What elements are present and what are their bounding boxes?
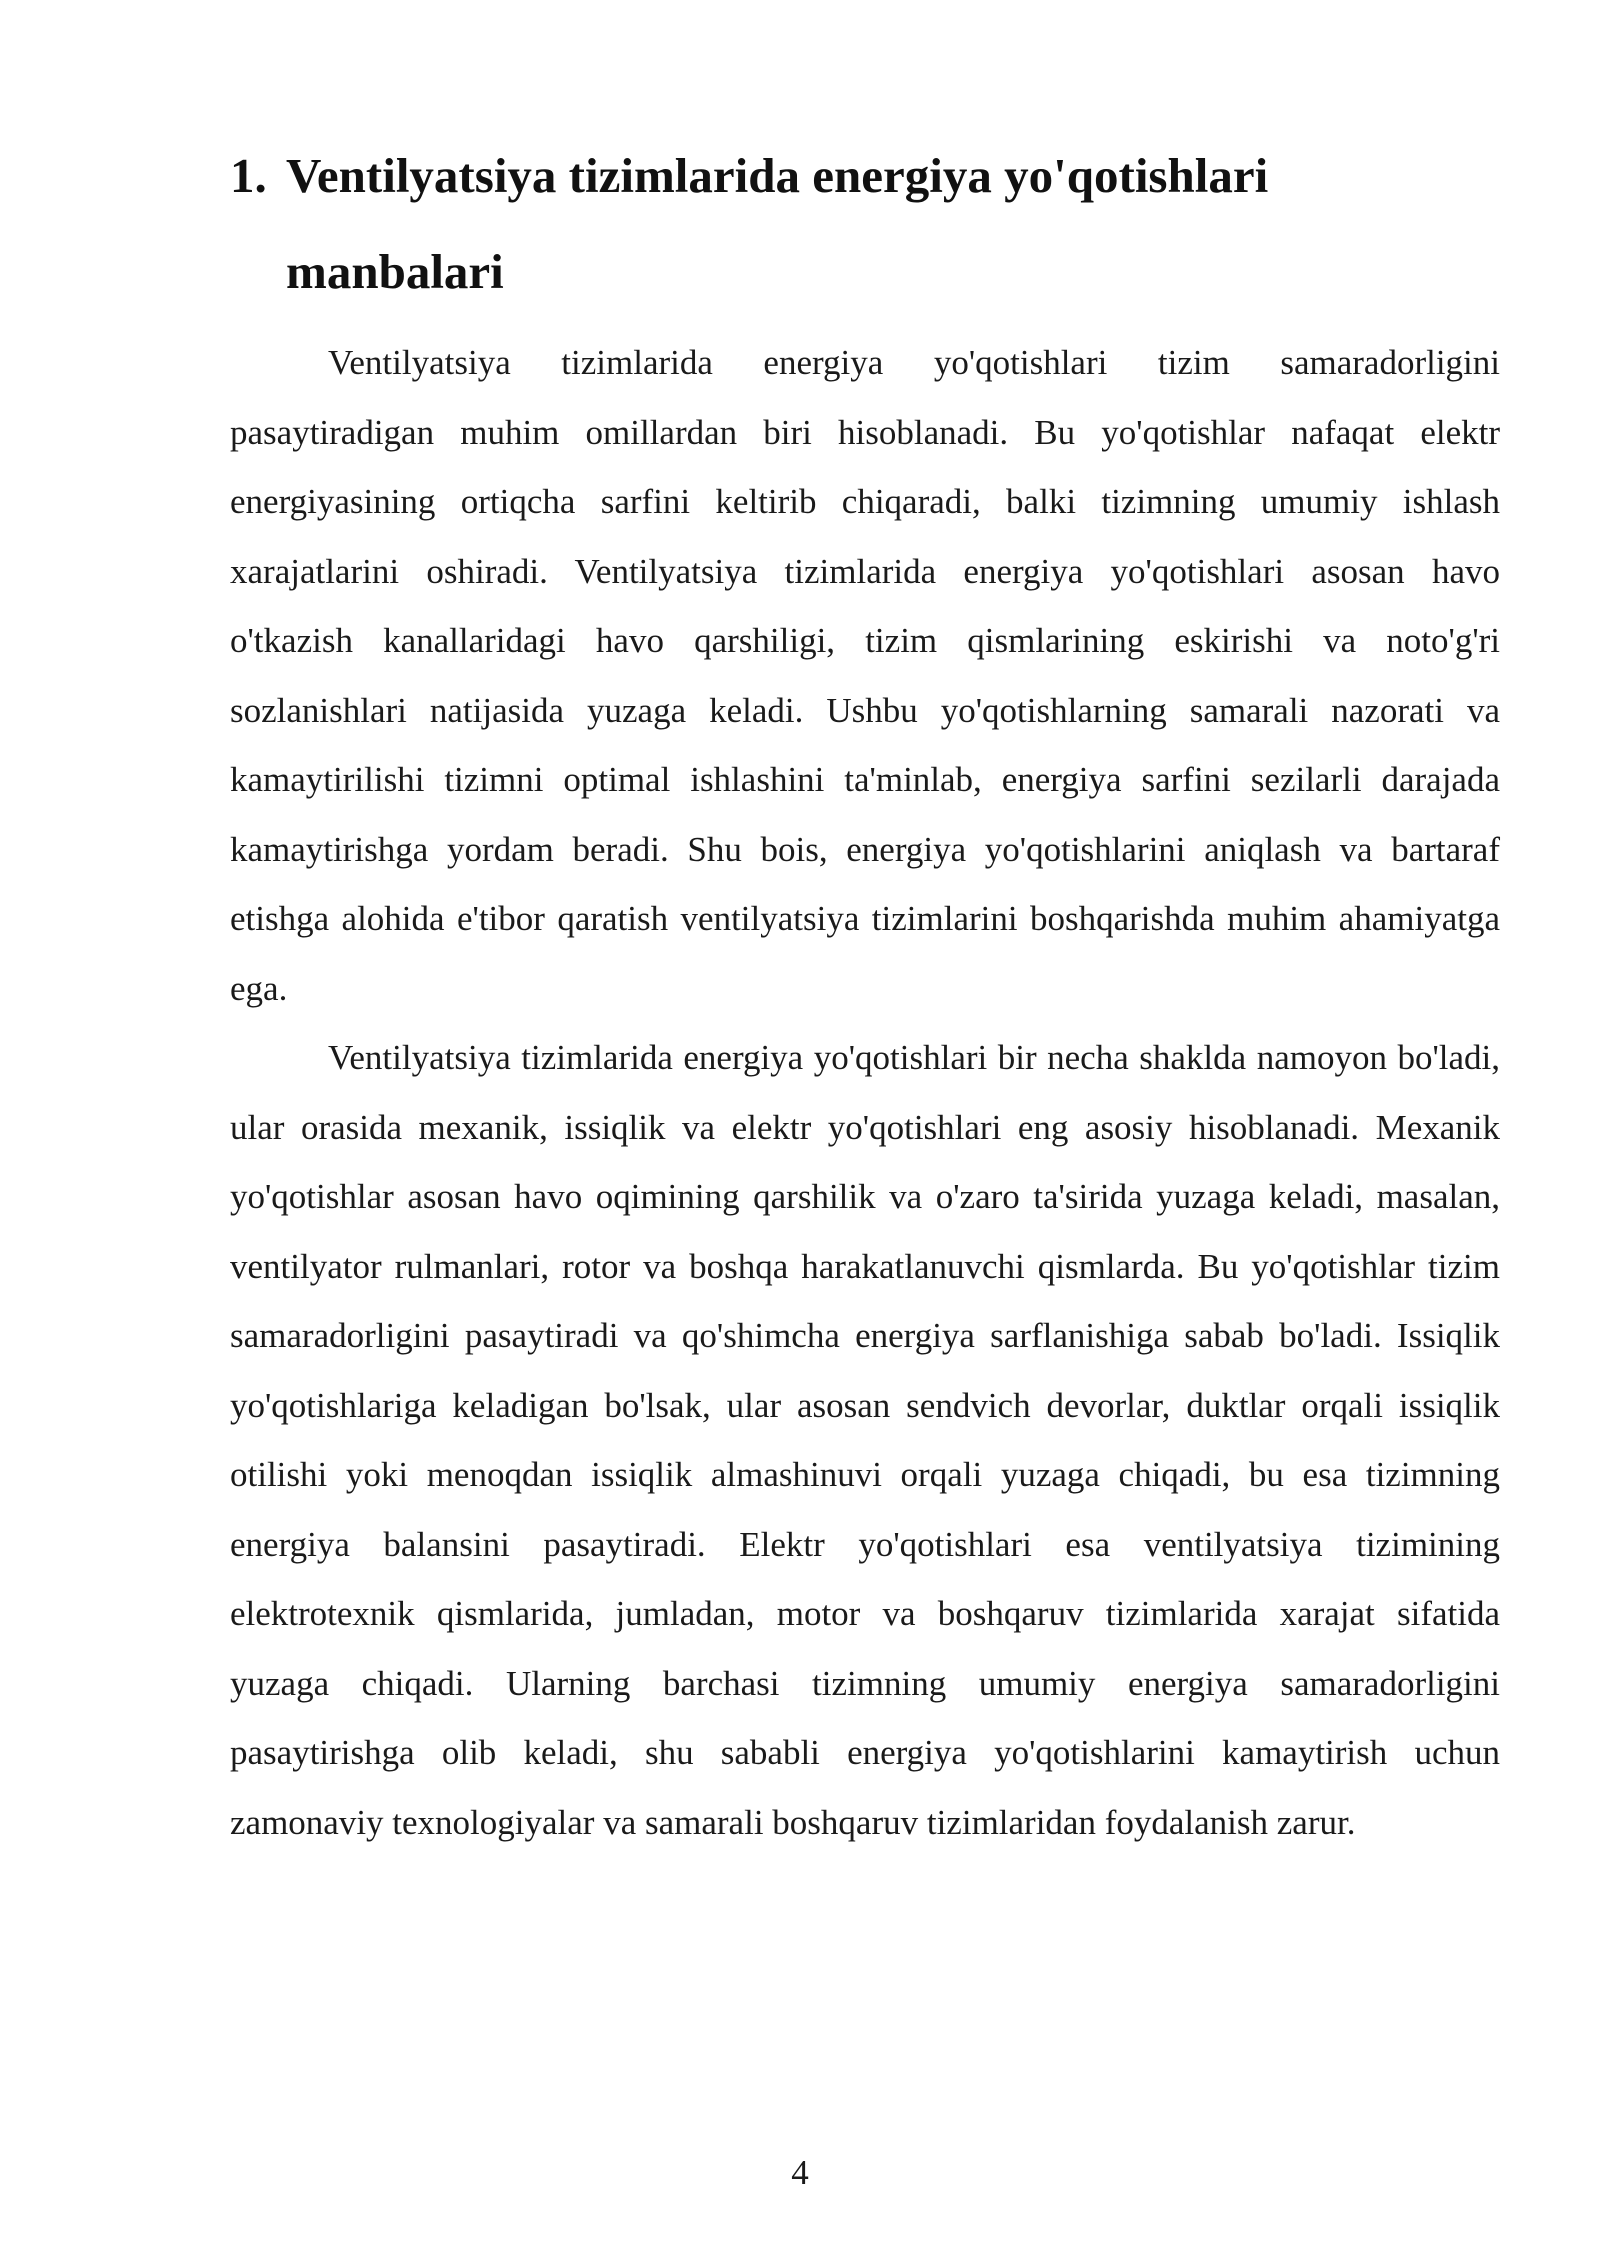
section-title-line1: Ventilyatsiya tizimlarida energiya yo'qotishlari: [286, 148, 1269, 203]
section-heading: [230, 128, 1490, 320]
section-number: 1.: [230, 148, 267, 203]
page-number: 4: [791, 2153, 809, 2192]
paragraph-2: Ventilyatsiya tizimlarida energiya yo'qotishlari bir necha shaklda namoyon bo'ladi, ular orasida mexanik, issiqlik va elektr yo'qotishlari eng asosiy hisoblanadi. Mexanik yo'qotishlar asosan havo oqimining qarshilik va o'zaro ta'sirida yuzaga keladi, masalan, ventilyator rulmanlari, rotor va boshqa harakatlanuvchi qismlarda. Bu yo'qotishlar tizim samaradorligini pasaytiradi va qo'shimcha energiya sarflanishiga sabab bo'ladi. Issiqlik yo'qotishlariga keladigan bo'lsak, ular asosan sendvich devorlar, duktlar orqali issiqlik otilishi yoki menoqdan issiqlik almashinuvi orqali yuzaga chiqadi, bu esa tizimning energiya balansini pasaytiradi. Elektr yo'qotishlari esa ventilyatsiya tizimining elektrotexnik qismlarida, jumladan, motor va boshqaruv tizimlarida xarajat sifatida yuzaga chiqadi. Ularning barchasi tizimning umumiy energiya samaradorligini pasaytirishga olib keladi, shu sababli energiya yo'qotishlarini kamaytirish uchun zamonaviy texnologiyalar va samarali boshqaruv tizimlaridan foydalanish zarur.: [230, 1038, 1500, 1842]
section-title-line2: manbalari: [286, 244, 504, 299]
body-text: [230, 328, 1500, 1857]
paragraph-1: Ventilyatsiya tizimlarida energiya yo'qotishlari tizim samaradorligini pasaytiradigan muhim omillardan biri hisoblanadi. Bu yo'qotishlar nafaqat elektr energiyasining ortiqcha sarfini keltirib chiqaradi, balki tizimning umumiy ishlash xarajatlarini oshiradi. Ventilyatsiya tizimlarida energiya yo'qotishlari asosan havo o'tkazish kanallaridagi havo qarshiligi, tizim qismlarining eskirishi va noto'g'ri sozlanishlari natijasida yuzaga keladi. Ushbu yo'qotishlarning samarali nazorati va kamaytirilishi tizimni optimal ishlashini ta'minlab, energiya sarfini sezilarli darajada kamaytirishga yordam beradi. Shu bois, energiya yo'qotishlarini aniqlash va bartaraf etishga alohida e'tibor qaratish ventilyatsiya tizimlarini boshqarishda muhim ahamiyatga ega.: [230, 343, 1500, 1008]
